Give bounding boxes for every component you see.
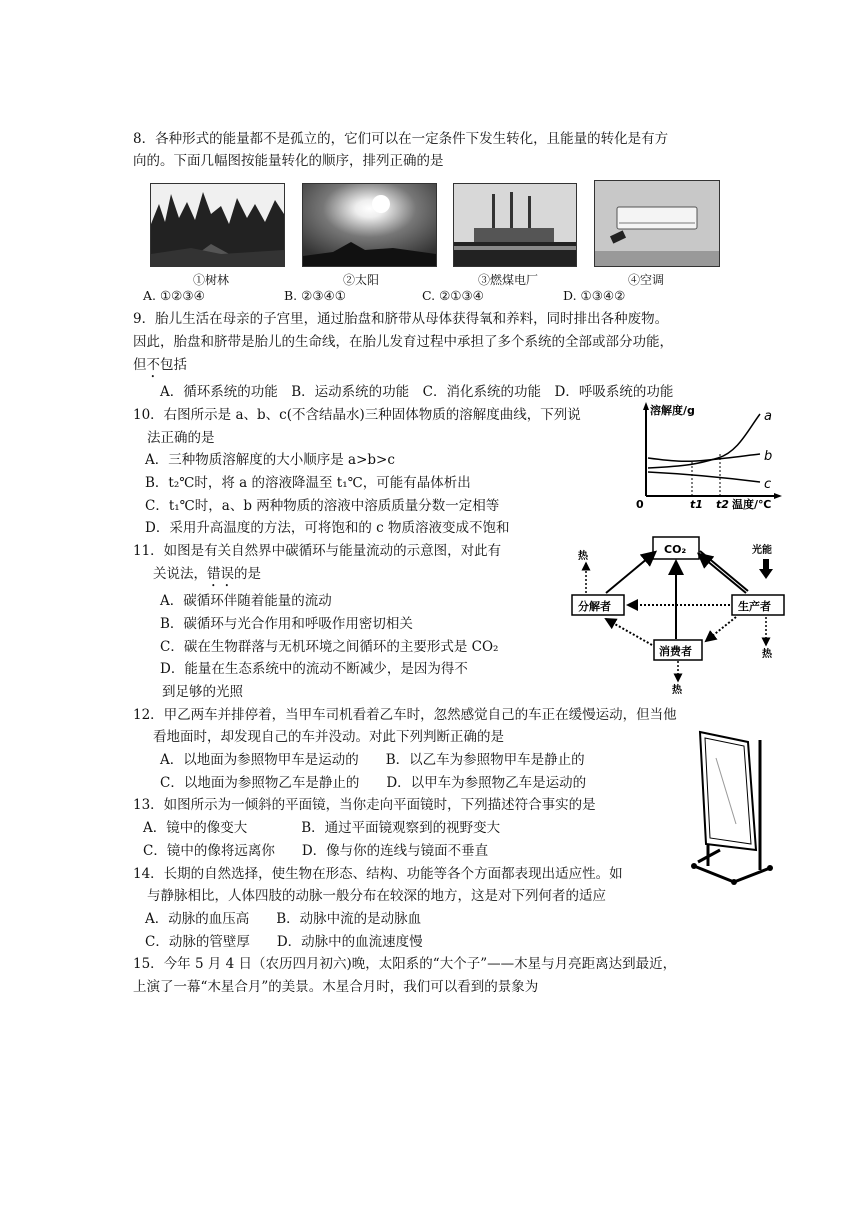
q9-line2: 因此，胎盘和脐带是胎儿的生命线，在胎儿发育过程中承担了多个系统的全部或部分功能， <box>133 334 673 350</box>
q9-line3-post: 包括 <box>160 357 187 373</box>
consumer-label: 消费者 <box>659 645 692 658</box>
q9-line3 <box>133 356 187 381</box>
q13-options-row2: C．镜中的像将远离你 D．像与你的连线与镜面不垂直 <box>143 843 489 859</box>
q11-option-c: C．碳在生物群落与无机环境之间循环的主要形式是 CO₂ <box>160 639 499 655</box>
graph-t1: t1 <box>690 498 703 511</box>
q10-option-c: C．t₁℃时，a、b 两种物质的溶液中溶质质量分数一定相等 <box>145 498 500 514</box>
q11-line2 <box>153 565 261 590</box>
q8-option-d: D. ①③④② <box>563 288 626 303</box>
q10-line2: 法正确的是 <box>147 430 215 446</box>
q12-options-row1: A．以地面为参照物甲车是运动的 B．以乙车为参照物甲车是静止的 <box>160 752 585 768</box>
label-a: a <box>764 409 772 424</box>
graph-t2: t2 <box>716 498 729 511</box>
q10-option-a: A．三种物质溶解度的大小顺序是 a>b>c <box>145 452 395 468</box>
co2-label: CO₂ <box>664 543 687 556</box>
q15-line2: 上演了一幕“木星合月”的美景。木星合月时，我们可以看到的景象为 <box>133 979 539 995</box>
q14-options-row1: A．动脉的血压高 B．动脉中流的是动脉血 <box>145 911 422 927</box>
q14-line1: 14．长期的自然选择，使生物在形态、结构、功能等各个方面都表现出适应性。如 <box>133 866 623 882</box>
heat-label-consumer: 热 <box>672 685 682 696</box>
graph-origin: 0 <box>636 498 644 511</box>
q11-line2-pre: 关说法， <box>153 566 207 582</box>
q8-line2: 向的。下面几幅图按能量转化的顺序，排列正确的是 <box>133 153 444 169</box>
q9-line3-pre: 但 <box>133 357 147 373</box>
q9-emphasis-not: 不 <box>146 357 160 373</box>
power-plant-photo <box>453 183 577 267</box>
q8-option-c: C. ②①③④ <box>422 288 484 303</box>
curve-b <box>648 454 760 461</box>
graph-xlabel: 温度/℃ <box>732 498 772 511</box>
q11-line1: 11．如图是有关自然界中碳循环与能量流动的示意图，对此有 <box>133 543 502 559</box>
q13-options-row1: A．镜中的像变大 B．通过平面镜观察到的视野变大 <box>143 820 501 836</box>
label-c: c <box>764 477 772 492</box>
q8-option-a: A. ①②③④ <box>143 288 205 303</box>
graph-ylabel: 溶解度/g <box>650 404 695 417</box>
q10-line1: 10．右图所示是 a、b、c(不含结晶水)三种固体物质的溶解度曲线，下列说 <box>133 407 581 423</box>
q11-option-b: B．碳循环与光合作用和呼吸作用密切相关 <box>160 616 413 632</box>
caption-air-conditioner: ④空调 <box>628 273 665 287</box>
caption-power-plant: ③燃煤电厂 <box>478 273 539 287</box>
caption-sun: ②太阳 <box>343 273 380 287</box>
q10-option-b: B．t₂℃时，将 a 的溶液降温至 t₁℃，可能有晶体析出 <box>145 475 471 491</box>
sun-photo <box>302 183 437 267</box>
q11-option-a: A．碳循环伴随着能量的流动 <box>160 593 332 609</box>
curve-c <box>648 472 760 482</box>
tilted-mirror-picture <box>690 728 774 888</box>
q11-emphasis-wrong: 错误 <box>207 566 234 582</box>
q14-options-row2: C．动脉的管壁厚 D．动脉中的血流速度慢 <box>145 934 423 950</box>
q11-option-d-line2: 到足够的光照 <box>162 684 243 700</box>
q11-option-d-line1: D．能量在生态系统中的流动不断减少，是因为得不 <box>160 661 468 677</box>
q9-line1: 9．胎儿生活在母亲的子宫里，通过胎盘和脐带从母体获得氧和养料，同时排出各种废物。 <box>133 311 669 327</box>
q12-options-row2: C．以地面为参照物乙车是静止的 D．以甲车为参照物乙车是运动的 <box>160 775 587 791</box>
q8-option-b: B. ②③④① <box>284 288 346 303</box>
carbon-cycle-diagram <box>566 533 796 698</box>
heat-label-producer: 热 <box>762 649 772 660</box>
producer-label: 生产者 <box>738 600 771 613</box>
q14-line2: 与静脉相比，人体四肢的动脉一般分布在较深的地方，这是对下列何者的适应 <box>147 888 606 904</box>
heat-label-decomposer: 热 <box>578 551 588 562</box>
air-conditioner-photo <box>594 180 720 267</box>
forest-photo <box>150 183 285 267</box>
q13-line1: 13．如图所示为一倾斜的平面镜，当你走向平面镜时，下列描述符合事实的是 <box>133 797 596 813</box>
decomposer-label: 分解者 <box>578 600 611 613</box>
label-b: b <box>764 449 773 464</box>
caption-forest: ①树林 <box>193 273 230 287</box>
q11-line2-post: 的是 <box>234 566 261 582</box>
q12-line1: 12．甲乙两车并排停着，当甲车司机看着乙车时，忽然感觉自己的车正在缓慢运动，但当他 <box>133 707 677 723</box>
q10-option-d: D．采用升高温度的方法，可将饱和的 c 物质溶液变成不饱和 <box>145 520 510 536</box>
q9-options: A．循环系统的功能 B．运动系统的功能 C．消化系统的功能 D．呼吸系统的功能 <box>160 384 674 400</box>
q12-line2: 看地面时，却发现自己的车并没动。对此下列判断正确的是 <box>153 729 504 745</box>
q8-line1: 8．各种形式的能量都不是孤立的，它们可以在一定条件下发生转化，且能量的转化是有方 <box>133 131 669 147</box>
q15-line1: 15．今年 5 月 4 日（农历四月初六)晚，太阳系的“大个子”——木星与月亮距离达到最近， <box>133 956 677 972</box>
light-energy-label: 光能 <box>752 545 772 556</box>
solubility-graph <box>628 400 788 515</box>
